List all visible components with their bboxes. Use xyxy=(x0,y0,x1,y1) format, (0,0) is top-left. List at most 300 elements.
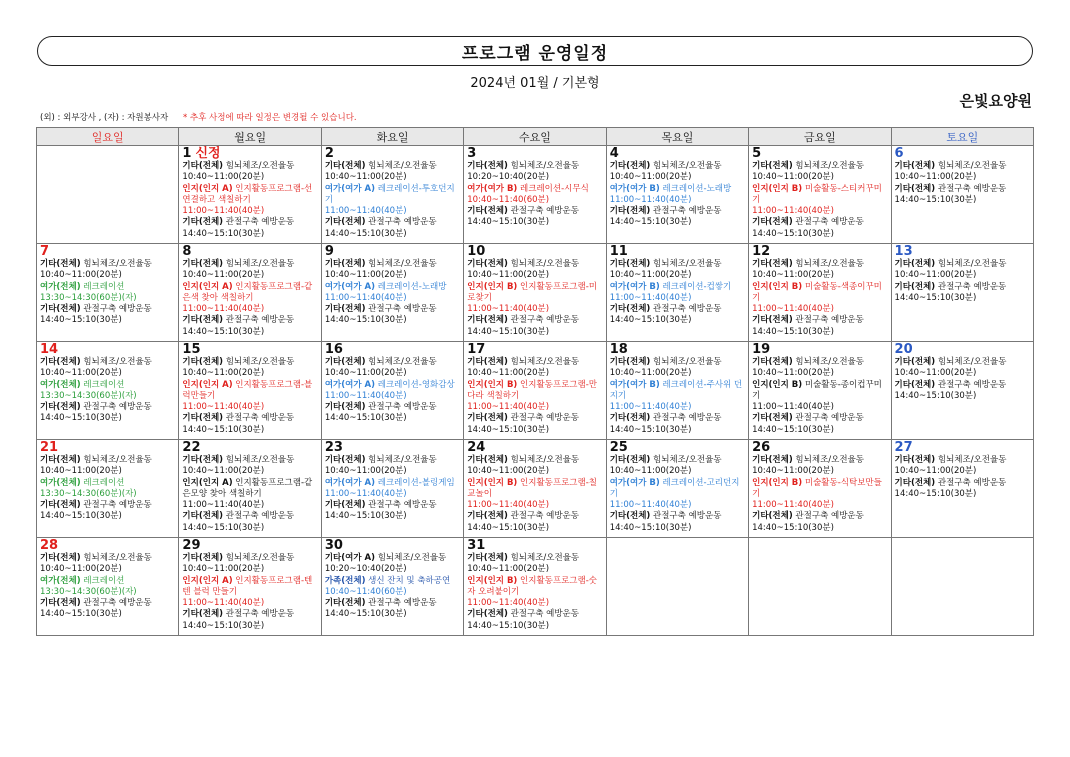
program-title: 힘뇌체조/오전율동 xyxy=(223,259,295,269)
program-time-text: 14:40~15:10(30분) xyxy=(182,326,265,337)
program-time-text: 14:40~15:10(30분) xyxy=(324,609,407,620)
program-time-text: 10:40~11:00(20분) xyxy=(752,368,834,379)
program-entry xyxy=(895,259,1031,270)
program-entry xyxy=(40,282,176,293)
program-time xyxy=(752,466,888,477)
program-time-text: 14:40~15:10(30분) xyxy=(467,217,550,228)
program-category: 인지(인지 A) xyxy=(182,575,233,586)
program-category: 기타(전체) xyxy=(894,161,936,171)
weekday-header-row xyxy=(37,128,1034,146)
schedule-calendar xyxy=(36,127,1034,636)
program-title: 인지활동프로그램-블럭만들기 xyxy=(182,379,313,401)
program-time-text: 14:40~15:10(30분) xyxy=(467,522,550,533)
program-entry xyxy=(467,380,603,403)
day-number xyxy=(40,245,176,259)
day-number-text: 13 xyxy=(894,244,913,259)
program-time xyxy=(182,229,318,240)
program-entry xyxy=(610,478,746,501)
day-number-text: 5 xyxy=(752,146,762,161)
calendar-day-cell xyxy=(891,244,1033,342)
program-title: 힘뇌체조/오전율동 xyxy=(365,259,437,269)
day-number-text: 1 xyxy=(182,146,192,161)
program-time-text: 11:00~11:40(40분) xyxy=(752,304,834,315)
program-entry xyxy=(325,184,461,207)
program-time-text: 14:40~15:10(30분) xyxy=(467,620,550,631)
program-category: 기타(전체) xyxy=(40,304,81,315)
program-category: 기타(전체) xyxy=(467,161,508,171)
program-title: 레크레이션-컵쌓기 xyxy=(659,281,732,292)
program-title: 관절구축 예방운동 xyxy=(80,598,152,609)
program-time-text: 10:40~11:00(20분) xyxy=(182,466,265,477)
program-title: 관절구축 예방운동 xyxy=(365,217,437,228)
program-time xyxy=(895,391,1031,402)
holiday-label: 신정 xyxy=(195,146,221,161)
weekday-header-sunday: 일요일 xyxy=(37,128,179,146)
program-time xyxy=(467,466,603,477)
program-time xyxy=(467,523,603,534)
program-category: 기타(전체) xyxy=(324,402,366,413)
day-number xyxy=(40,343,176,357)
program-time xyxy=(40,391,176,402)
program-time-text: 13:30~14:30(60분)(자) xyxy=(40,390,137,401)
program-time-text: 10:40~11:00(20분) xyxy=(324,270,407,281)
program-category: 기타(전체) xyxy=(182,413,224,424)
program-category: 기타(전체) xyxy=(752,455,793,465)
program-entry xyxy=(182,576,318,599)
program-time xyxy=(182,466,318,477)
program-entry xyxy=(40,455,176,466)
program-time-text: 10:40~11:00(20분) xyxy=(467,564,550,575)
program-title: 힘뇌체조/오전율동 xyxy=(650,161,722,171)
program-title: 관절구축 예방운동 xyxy=(223,413,295,424)
calendar-day-cell xyxy=(464,146,606,244)
program-title: 관절구축 예방운동 xyxy=(792,315,864,326)
program-category: 여가(여가 B) xyxy=(467,183,518,194)
program-entry xyxy=(895,161,1031,172)
calendar-day-cell xyxy=(749,244,891,342)
program-entry xyxy=(325,282,461,293)
program-time-text: 10:40~11:00(20분) xyxy=(894,368,977,379)
program-category: 기타(전체) xyxy=(40,455,81,465)
program-time xyxy=(895,466,1031,477)
program-category: 여가(전체) xyxy=(40,379,81,390)
day-number-text: 10 xyxy=(467,244,486,259)
program-time xyxy=(40,511,176,522)
program-time-text: 11:00~11:40(40분) xyxy=(182,598,265,609)
program-category: 기타(전체) xyxy=(894,379,936,390)
page-subtitle: 2024년 01월 / 기본형 xyxy=(470,76,600,91)
program-time xyxy=(325,206,461,217)
day-number xyxy=(752,343,888,357)
program-time xyxy=(610,315,746,326)
calendar-day-cell xyxy=(37,538,179,636)
day-number-text: 14 xyxy=(40,342,59,357)
program-title: 힘뇌체조/오전율동 xyxy=(650,357,722,367)
day-number xyxy=(752,441,888,455)
program-time xyxy=(40,293,176,304)
calendar-day-cell xyxy=(37,146,179,244)
program-title: 힘뇌체조/오전율동 xyxy=(792,455,864,465)
program-category: 기타(전체) xyxy=(752,161,793,171)
program-time xyxy=(182,368,318,379)
program-time-text: 10:40~11:00(20분) xyxy=(609,172,692,183)
program-category: 기타(전체) xyxy=(894,455,936,465)
day-number xyxy=(467,441,603,455)
weekday-header-friday: 금요일 xyxy=(749,128,891,146)
program-entry xyxy=(325,402,461,413)
program-category: 인지(인지 A) xyxy=(182,281,233,292)
program-time xyxy=(610,217,746,228)
program-time-text: 13:30~14:30(60분)(자) xyxy=(40,292,137,303)
program-entry xyxy=(752,259,888,270)
program-category: 여가(전체) xyxy=(40,281,81,292)
program-entry xyxy=(467,161,603,172)
program-entry xyxy=(895,184,1031,195)
program-entry xyxy=(325,598,461,609)
program-title: 힘뇌체조/오전율동 xyxy=(80,357,152,367)
program-category: 기타(전체) xyxy=(40,357,81,367)
program-category: 기타(전체) xyxy=(752,259,793,269)
program-title: 생신 잔치 및 축하공연 xyxy=(365,575,451,586)
program-time xyxy=(182,172,318,183)
program-entry xyxy=(752,380,888,403)
day-number xyxy=(610,441,746,455)
calendar-week-row xyxy=(37,146,1034,244)
day-number xyxy=(467,343,603,357)
day-number xyxy=(467,245,603,259)
program-time xyxy=(752,327,888,338)
program-time-text: 11:00~11:40(40분) xyxy=(324,206,407,217)
program-category: 기타(전체) xyxy=(40,598,81,609)
program-title: 관절구축 예방운동 xyxy=(365,598,437,609)
calendar-day-cell xyxy=(606,244,748,342)
program-time xyxy=(610,195,746,206)
program-category: 기타(전체) xyxy=(467,609,508,620)
program-time-text: 14:40~15:10(30분) xyxy=(894,194,977,205)
calendar-week-row xyxy=(37,342,1034,440)
program-time-text: 14:40~15:10(30분) xyxy=(894,292,977,303)
day-number-text: 31 xyxy=(467,538,486,553)
program-time xyxy=(467,172,603,183)
program-title: 관절구축 예방운동 xyxy=(223,217,295,228)
program-time xyxy=(325,270,461,281)
program-entry xyxy=(467,184,603,195)
program-title: 레크레이션-시무식 xyxy=(517,183,589,194)
program-time xyxy=(40,489,176,500)
program-entry xyxy=(895,478,1031,489)
program-time xyxy=(467,270,603,281)
day-number xyxy=(182,147,318,161)
day-number-text: 2 xyxy=(324,146,334,161)
program-time xyxy=(325,368,461,379)
program-time-text: 10:40~11:40(60분) xyxy=(324,586,407,597)
calendar-day-cell xyxy=(321,342,463,440)
program-entry xyxy=(610,357,746,368)
program-time-text: 10:40~11:00(20분) xyxy=(894,172,977,183)
program-time-text: 10:20~10:40(20분) xyxy=(467,172,550,183)
program-time xyxy=(610,466,746,477)
program-title: 힘뇌체조/오전율동 xyxy=(507,455,580,465)
program-title: 관절구축 예방운동 xyxy=(650,304,722,315)
program-title: 힘뇌체조/오전율동 xyxy=(80,259,152,269)
program-time xyxy=(610,368,746,379)
day-number xyxy=(325,441,461,455)
program-entry xyxy=(40,500,176,511)
program-title: 관절구축 예방운동 xyxy=(650,511,722,522)
calendar-week-row xyxy=(37,440,1034,538)
program-title: 힘뇌체조/오전율동 xyxy=(507,161,580,171)
program-entry xyxy=(182,380,318,403)
program-category: 여가(여가 B) xyxy=(609,183,660,194)
calendar-day-cell xyxy=(179,342,321,440)
program-category: 인지(인지 B) xyxy=(752,183,803,194)
program-title: 힘뇌체조/오전율동 xyxy=(365,357,437,367)
calendar-day-cell xyxy=(606,440,748,538)
day-number xyxy=(752,147,888,161)
program-category: 기타(전체) xyxy=(182,455,224,465)
program-time xyxy=(610,500,746,511)
program-entry xyxy=(325,576,461,587)
program-entry xyxy=(895,357,1031,368)
program-title: 레크레이션-고리던지기 xyxy=(609,477,740,499)
day-number xyxy=(895,147,1031,161)
program-entry xyxy=(325,161,461,172)
program-time-text: 14:40~15:10(30분) xyxy=(182,228,265,239)
day-number xyxy=(467,539,603,553)
program-time xyxy=(325,293,461,304)
calendar-day-cell xyxy=(749,146,891,244)
day-number xyxy=(610,245,746,259)
weekday-header-saturday: 토요일 xyxy=(891,128,1033,146)
program-entry xyxy=(610,304,746,315)
day-number-text: 3 xyxy=(467,146,477,161)
program-entry xyxy=(895,380,1031,391)
day-number-text: 15 xyxy=(182,342,201,357)
calendar-day-cell xyxy=(891,440,1033,538)
program-category: 기타(전체) xyxy=(40,500,81,511)
program-entry xyxy=(325,357,461,368)
program-title: 관절구축 예방운동 xyxy=(507,609,579,620)
program-entry xyxy=(40,357,176,368)
day-number-text: 4 xyxy=(609,146,619,161)
day-number xyxy=(325,147,461,161)
calendar-day-cell xyxy=(891,342,1033,440)
program-category: 인지(인지 A) xyxy=(182,379,233,390)
program-category: 기타(전체) xyxy=(467,357,508,367)
program-title: 힘뇌체조/오전율동 xyxy=(935,161,1007,171)
program-title: 관절구축 예방운동 xyxy=(792,511,864,522)
program-title: 힘뇌체조/오전율동 xyxy=(375,553,447,563)
program-entry xyxy=(182,455,318,466)
program-title: 인지활동프로그램-같은모양 찾아 색칠하기 xyxy=(182,477,313,499)
program-entry xyxy=(182,511,318,522)
program-time xyxy=(895,270,1031,281)
program-time xyxy=(325,511,461,522)
program-time-text: 11:00~11:40(40분) xyxy=(609,194,692,205)
program-category: 여가(여가 B) xyxy=(609,281,660,292)
program-time xyxy=(40,609,176,620)
program-time xyxy=(182,621,318,632)
program-time xyxy=(325,229,461,240)
program-time xyxy=(752,368,888,379)
program-title: 미술활동-색종이꾸미기 xyxy=(752,281,882,303)
program-category: 인지(인지 B) xyxy=(752,477,803,488)
calendar-day-cell xyxy=(179,440,321,538)
day-number-text: 12 xyxy=(752,244,771,259)
day-number xyxy=(40,539,176,553)
program-entry xyxy=(325,380,461,391)
program-time-text: 10:40~11:00(20분) xyxy=(609,270,692,281)
program-time xyxy=(752,500,888,511)
program-time xyxy=(182,425,318,436)
page-title: 프로그램 운영일정 xyxy=(37,36,1033,66)
program-time xyxy=(40,315,176,326)
program-category: 기타(전체) xyxy=(752,413,793,424)
program-entry xyxy=(182,184,318,207)
day-number-text: 24 xyxy=(467,440,486,455)
program-entry xyxy=(610,184,746,195)
program-title: 관절구축 예방운동 xyxy=(365,402,437,413)
program-time-text: 11:00~11:40(40분) xyxy=(609,292,692,303)
program-time xyxy=(752,270,888,281)
program-title: 관절구축 예방운동 xyxy=(223,315,295,326)
program-category: 기타(전체) xyxy=(467,315,508,326)
program-time-text: 14:40~15:10(30분) xyxy=(40,413,122,424)
program-time-text: 14:40~15:10(30분) xyxy=(752,228,834,239)
program-entry xyxy=(467,455,603,466)
program-title: 관절구축 예방운동 xyxy=(507,413,579,424)
calendar-day-cell xyxy=(179,244,321,342)
program-entry xyxy=(182,478,318,501)
program-entry xyxy=(752,357,888,368)
program-time-text: 14:40~15:10(30분) xyxy=(324,413,407,424)
program-title: 관절구축 예방운동 xyxy=(792,217,864,228)
program-title: 관절구축 예방운동 xyxy=(223,511,295,522)
program-title: 인지활동프로그램-숫자 오려붙이기 xyxy=(467,575,597,597)
program-time xyxy=(467,195,603,206)
program-category: 인지(인지 B) xyxy=(467,477,518,488)
program-time xyxy=(467,564,603,575)
program-time-text: 11:00~11:40(40분) xyxy=(324,292,407,303)
day-number-text: 18 xyxy=(609,342,628,357)
program-entry xyxy=(610,206,746,217)
program-time xyxy=(325,489,461,500)
day-number-text: 11 xyxy=(609,244,628,259)
program-category: 기타(전체) xyxy=(324,217,366,228)
day-number xyxy=(182,245,318,259)
program-title: 인지활동프로그램-미로찾기 xyxy=(467,281,597,303)
calendar-day-cell xyxy=(464,244,606,342)
program-time xyxy=(752,425,888,436)
schedule-notice: * 추후 사정에 따라 일정은 변경될 수 있습니다. xyxy=(182,113,357,123)
program-category: 기타(전체) xyxy=(894,281,936,292)
program-entry xyxy=(40,576,176,587)
calendar-day-cell xyxy=(749,342,891,440)
day-number-text: 21 xyxy=(40,440,59,455)
program-time xyxy=(895,195,1031,206)
program-category: 가족(전체) xyxy=(324,575,366,586)
calendar-day-cell xyxy=(179,146,321,244)
program-entry xyxy=(752,282,888,305)
program-entry xyxy=(610,380,746,403)
program-category: 여가(전체) xyxy=(40,477,81,488)
program-category: 여가(여가 A) xyxy=(324,379,375,390)
calendar-day-cell xyxy=(321,146,463,244)
program-category: 기타(전체) xyxy=(324,304,366,315)
program-entry xyxy=(467,259,603,270)
program-time xyxy=(40,587,176,598)
program-entry xyxy=(467,576,603,599)
day-number-text: 29 xyxy=(182,538,201,553)
program-entry xyxy=(325,500,461,511)
program-category: 여가(여가 A) xyxy=(324,477,375,488)
program-category: 기타(전체) xyxy=(609,357,651,367)
program-title: 인지활동프로그램-같은색 찾아 색칠하기 xyxy=(182,281,313,303)
calendar-day-cell xyxy=(606,538,748,636)
program-title: 관절구축 예방운동 xyxy=(365,304,437,315)
program-category: 기타(전체) xyxy=(182,161,224,171)
program-time xyxy=(895,172,1031,183)
day-number-text: 6 xyxy=(894,146,904,161)
program-category: 기타(전체) xyxy=(40,259,81,269)
program-category: 기타(전체) xyxy=(467,206,508,217)
program-title: 관절구축 예방운동 xyxy=(507,315,579,326)
program-time-text: 11:00~11:40(40분) xyxy=(467,598,550,609)
day-number-text: 9 xyxy=(324,244,334,259)
program-category: 기타(전체) xyxy=(182,217,224,228)
program-entry xyxy=(610,282,746,293)
program-time xyxy=(467,425,603,436)
program-time xyxy=(752,402,888,413)
program-time xyxy=(325,413,461,424)
program-category: 기타(전체) xyxy=(324,259,366,269)
program-title: 힘뇌체조/오전율동 xyxy=(365,455,437,465)
program-time-text: 11:00~11:40(40분) xyxy=(182,304,265,315)
program-entry xyxy=(610,413,746,424)
program-entry xyxy=(325,259,461,270)
program-entry xyxy=(40,402,176,413)
program-category: 기타(전체) xyxy=(324,357,366,367)
program-category: 기타(전체) xyxy=(182,511,224,522)
program-category: 기타(전체) xyxy=(182,609,224,620)
program-time xyxy=(610,293,746,304)
program-category: 기타(전체) xyxy=(752,511,793,522)
program-title: 관절구축 예방운동 xyxy=(792,413,864,424)
program-category: 인지(인지 B) xyxy=(467,281,518,292)
program-category: 기타(전체) xyxy=(609,455,651,465)
program-entry xyxy=(610,511,746,522)
program-time-text: 14:40~15:10(30분) xyxy=(467,424,550,435)
program-entry xyxy=(752,161,888,172)
program-entry xyxy=(467,609,603,620)
program-time-text: 14:40~15:10(30분) xyxy=(40,511,122,522)
program-time xyxy=(752,206,888,217)
day-number-text: 28 xyxy=(40,538,59,553)
program-entry xyxy=(182,161,318,172)
program-category: 기타(전체) xyxy=(609,161,651,171)
program-time xyxy=(610,270,746,281)
program-time xyxy=(182,206,318,217)
program-time xyxy=(895,293,1031,304)
program-title: 힘뇌체조/오전율동 xyxy=(80,455,152,465)
program-entry xyxy=(40,598,176,609)
program-time-text: 10:40~11:00(20분) xyxy=(40,270,122,281)
program-title: 힘뇌체조/오전율동 xyxy=(223,161,295,171)
program-category: 기타(전체) xyxy=(894,477,936,488)
program-time-text: 11:00~11:40(40분) xyxy=(467,500,550,511)
calendar-day-cell xyxy=(606,342,748,440)
program-entry xyxy=(182,282,318,305)
